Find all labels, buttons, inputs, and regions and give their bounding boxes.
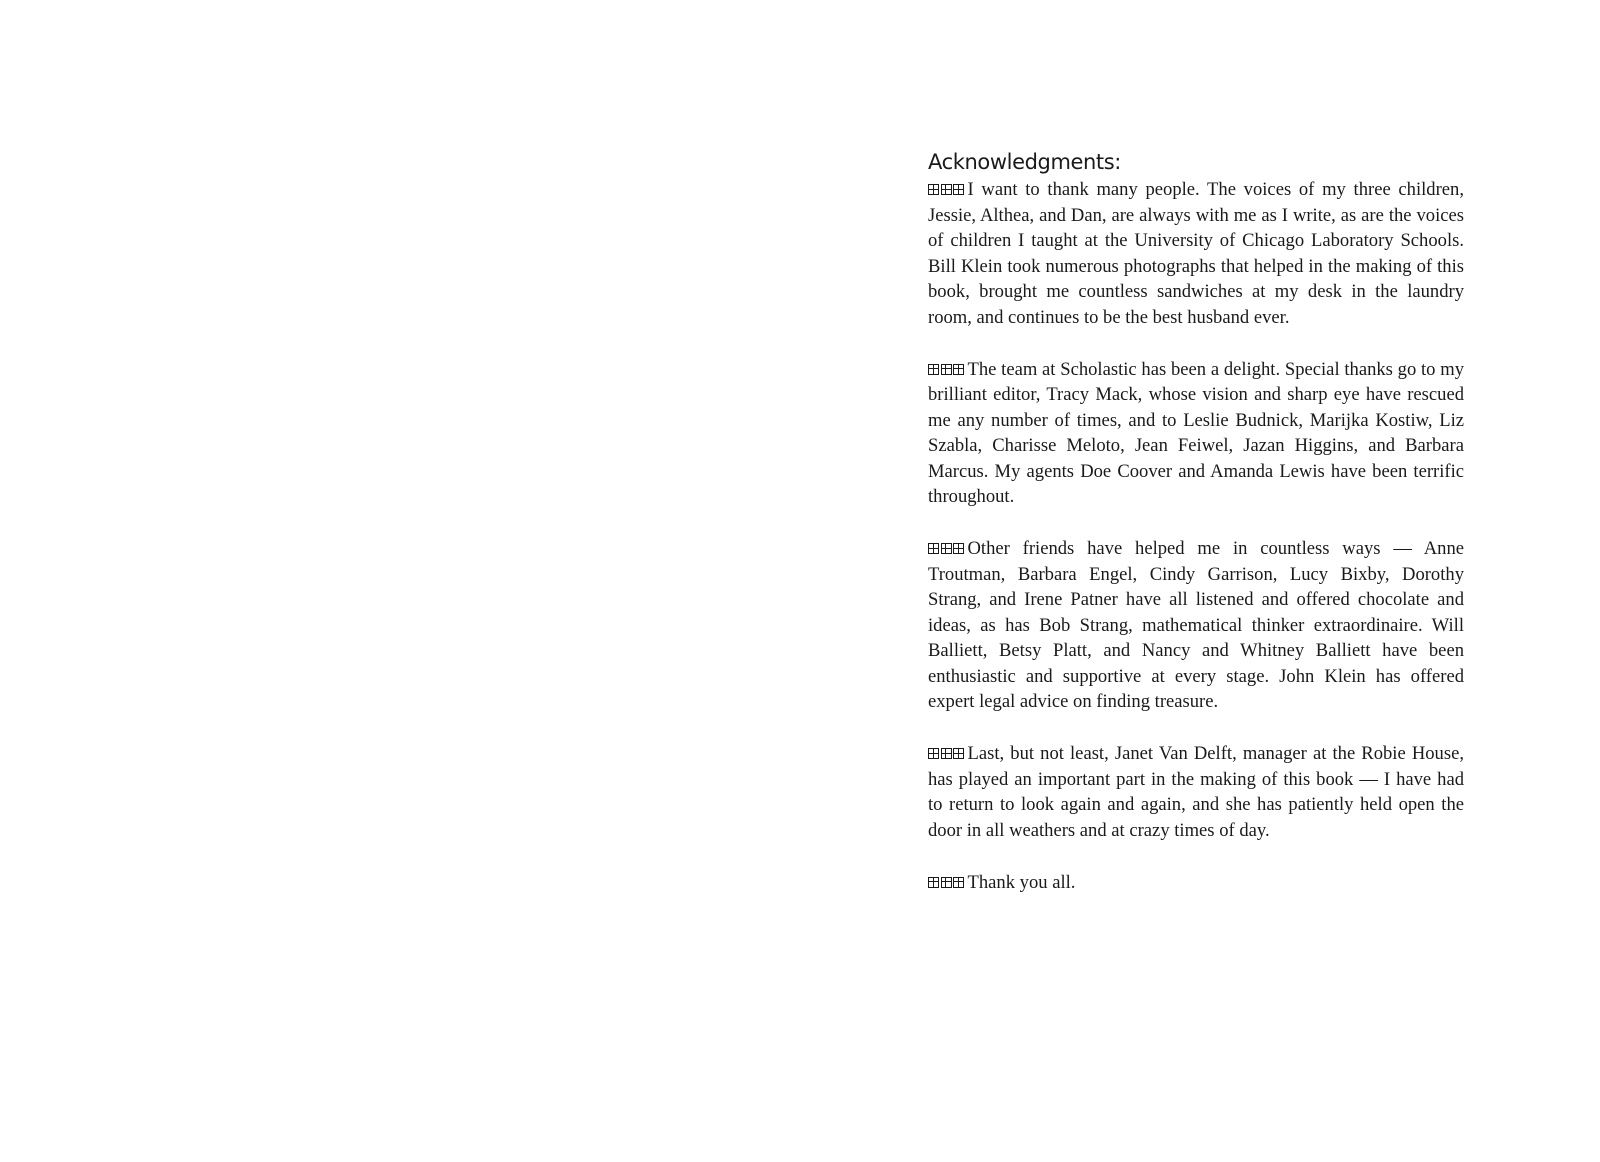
acknowledgments-heading: Acknowledgments: [928,150,1121,174]
acknowledgments-section [928,148,1464,895]
tab-glyph-icon [928,535,966,561]
paragraph-1 [928,176,1464,330]
tab-glyph-icon [928,869,966,895]
paragraph-text: The team at Scholastic has been a delight. Special thanks go to my brilliant editor, Tracy Mack, whose vision and sharp eye have rescued me any number of times, and to Leslie Budnick, Marijka Kostiw, Liz Szabla, Charisse Meloto, Jean Feiwel, Jazan Higgins, and Barbara Marcus. My agents Doe Coover and Amanda Lewis have been terrific throughout. [928,358,1464,507]
paragraph-text: Last, but not least, Janet Van Delft, manager at the Robie House, has played an important part in the making of this book — I have had to return to look again and again, and she has patiently held open the door in all weathers and at crazy times of day. [928,743,1464,841]
paragraph-text: Thank you all. [967,871,1076,893]
right-page [800,0,1600,1162]
tab-glyph-icon [928,740,966,766]
tab-glyph-icon [928,356,966,382]
paragraph-5 [928,869,1464,896]
paragraph-4 [928,740,1464,843]
tab-glyph-icon [928,176,966,202]
paragraph-text: Other friends have helped me in countless ways — Anne Troutman, Barbara Engel, Cindy Garrison, Lucy Bixby, Dorothy Strang, and Irene Patner have all listened and offered chocolate and ideas, as has Bob Strang, mathematical thinker extraordinaire. Will Balliett, Betsy Platt, and Nancy and Whitney Balliett have been enthusiastic and supportive at every stage. John Klein has offered expert legal advice on finding treasure. [928,538,1464,712]
paragraph-2 [928,356,1464,510]
paragraph-3 [928,535,1464,715]
paragraph-text: I want to thank many people. The voices of my three children, Jessie, Althea, and Dan, are always with me as I write, as are the voices of children I taught at the University of Chicago Laboratory Schools. Bill Klein took numerous photographs that helped in the making of this book, brought me countless sandwiches at my desk in the laundry room, and continues to be the best husband ever. [928,179,1464,328]
